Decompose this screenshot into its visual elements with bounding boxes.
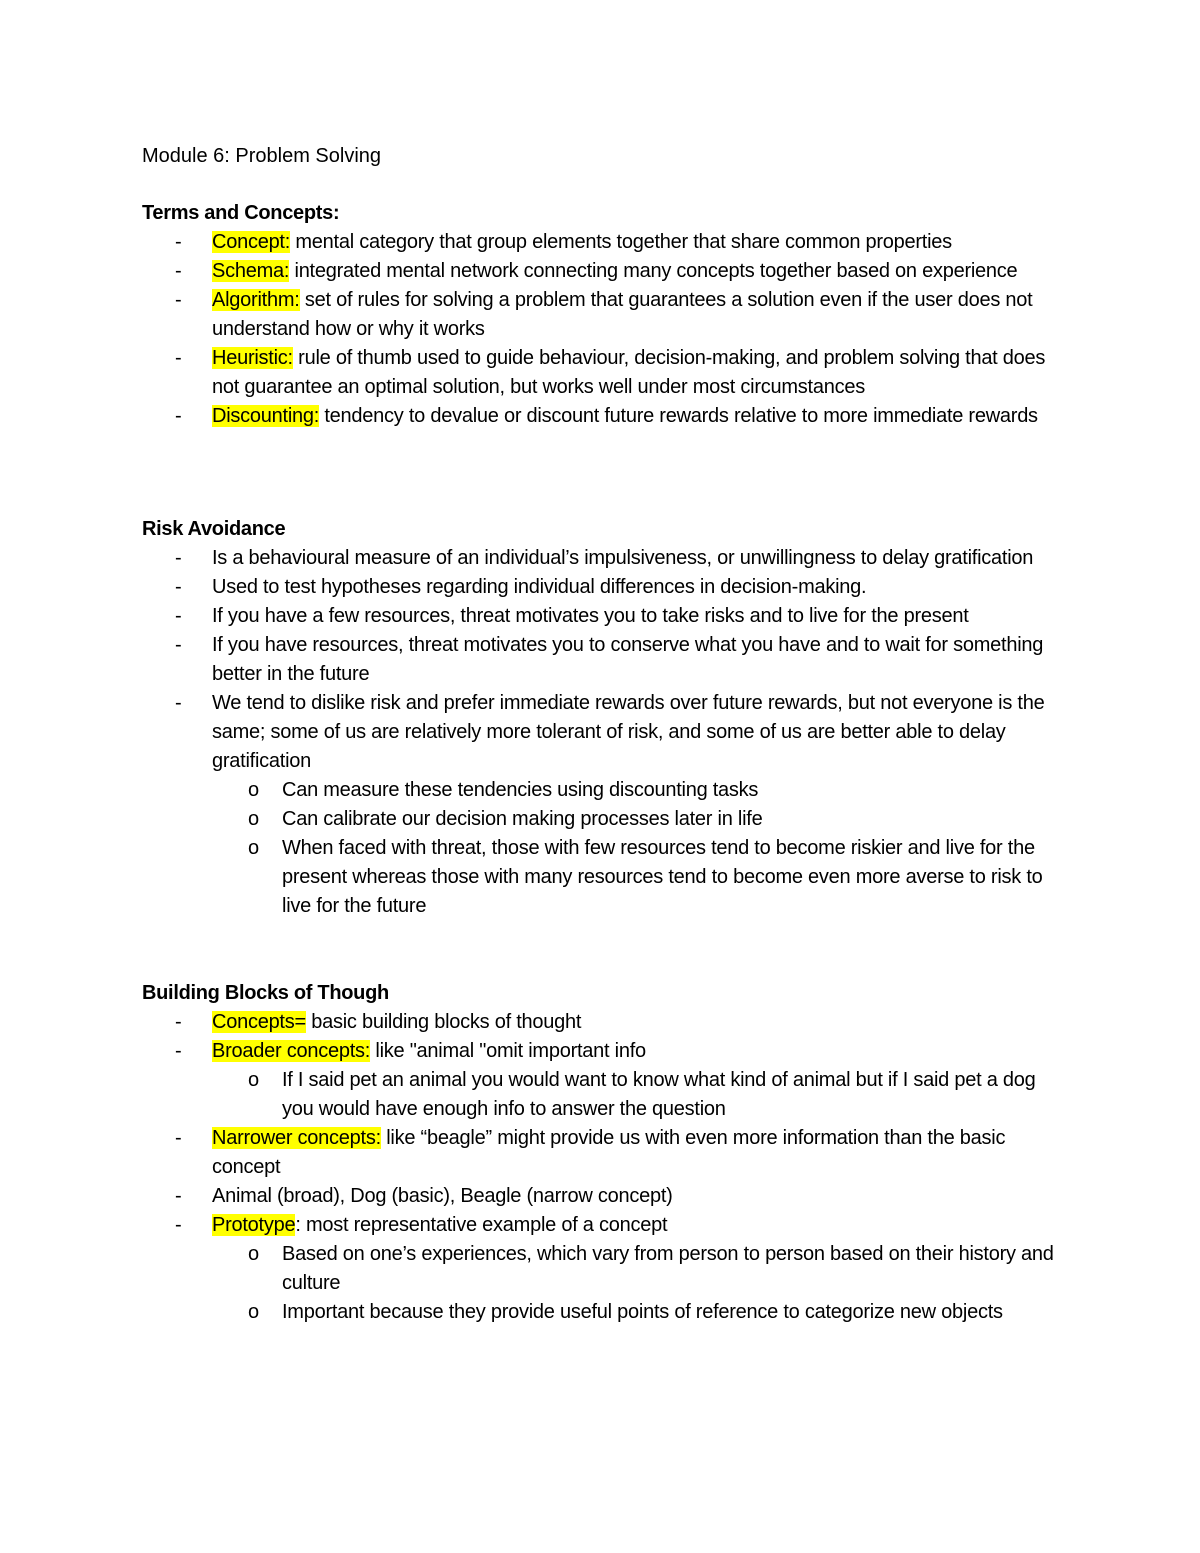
dash-marker: - <box>175 634 182 656</box>
list-item <box>142 1182 1072 1211</box>
item-text: If you have resources, threat motivates you to conserve what you have and to wait for something better in the future <box>212 634 1044 685</box>
circle-marker: o <box>248 1301 259 1323</box>
terms-heading: Terms and Concepts: <box>142 202 340 224</box>
definition-text: mental category that group elements together that share common properties <box>290 231 952 253</box>
definition-text: set of rules for solving a problem that guarantees a solution even if the user does not understand how or why it works <box>212 289 1033 340</box>
item-text: Animal (broad), Dog (basic), Beagle (narrow concept) <box>212 1185 673 1207</box>
sub-list-item <box>212 805 1072 834</box>
list-item <box>142 1211 1072 1327</box>
dash-marker: - <box>175 289 182 311</box>
dash-marker: - <box>175 347 182 369</box>
terms-list <box>142 228 1072 431</box>
definition-text: basic building blocks of thought <box>305 1011 582 1033</box>
circle-marker: o <box>248 837 259 859</box>
item-text: Is a behavioural measure of an individual’s impulsiveness, or unwillingness to delay gratification <box>212 547 1034 569</box>
terms-section <box>142 199 1072 431</box>
term-algorithm: Algorithm: <box>212 289 300 311</box>
blocks-heading: Building Blocks of Though <box>142 982 389 1004</box>
item-text: If I said pet an animal you would want to know what kind of animal but if I said pet a dog you would have enough info to answer the question <box>282 1069 1036 1120</box>
item-text: When faced with threat, those with few resources tend to become riskier and live for the present whereas those with many resources tend to become even more averse to risk to live for the future <box>282 837 1043 917</box>
definition-text: : most representative example of a concept <box>295 1214 668 1236</box>
sub-list-item <box>212 1240 1072 1298</box>
list-item <box>142 573 1072 602</box>
risk-sublist <box>212 776 1072 921</box>
dash-marker: - <box>175 1185 182 1207</box>
definition-text: like "animal "omit important info <box>370 1040 646 1062</box>
item-text: Can calibrate our decision making processes later in life <box>282 808 763 830</box>
dash-marker: - <box>175 1214 182 1236</box>
circle-marker: o <box>248 1243 259 1265</box>
item-text: Based on one’s experiences, which vary from person to person based on their history and culture <box>282 1243 1054 1294</box>
dash-marker: - <box>175 1127 182 1149</box>
list-item <box>142 602 1072 631</box>
circle-marker: o <box>248 779 259 801</box>
list-item <box>142 631 1072 689</box>
list-item <box>142 544 1072 573</box>
term-concepts: Concepts= <box>212 1011 306 1033</box>
dash-marker: - <box>175 1011 182 1033</box>
risk-heading: Risk Avoidance <box>142 518 286 540</box>
definition-text: integrated mental network connecting many concepts together based on experience <box>289 260 1018 282</box>
sub-list-item <box>212 834 1072 921</box>
broader-sublist <box>212 1066 1072 1124</box>
sub-list-item <box>212 776 1072 805</box>
dash-marker: - <box>175 692 182 714</box>
blocks-section <box>142 979 1072 1327</box>
term-broader-concepts: Broader concepts: <box>212 1040 371 1062</box>
definition-text: rule of thumb used to guide behaviour, decision-making, and problem solving that does not guarantee an optimal solution, but works well under most circumstances <box>212 347 1046 398</box>
term-heuristic: Heuristic: <box>212 347 293 369</box>
circle-marker: o <box>248 808 259 830</box>
item-text: If you have a few resources, threat motivates you to take risks and to live for the present <box>212 605 969 627</box>
term-prototype: Prototype <box>212 1214 296 1236</box>
prototype-sublist <box>212 1240 1072 1327</box>
list-item <box>142 402 1072 431</box>
list-item <box>142 1124 1072 1182</box>
item-text: Important because they provide useful points of reference to categorize new objects <box>282 1301 1003 1323</box>
list-item <box>142 1008 1072 1037</box>
list-item <box>142 228 1072 257</box>
list-item <box>142 257 1072 286</box>
dash-marker: - <box>175 1040 182 1062</box>
dash-marker: - <box>175 576 182 598</box>
sub-list-item <box>212 1066 1072 1124</box>
term-schema: Schema: <box>212 260 290 282</box>
item-text: We tend to dislike risk and prefer immediate rewards over future rewards, but not everyone is the same; some of us are relatively more tolerant of risk, and some of us are better able to delay gratification <box>212 692 1045 772</box>
term-discounting: Discounting: <box>212 405 320 427</box>
list-item <box>142 689 1072 921</box>
dash-marker: - <box>175 231 182 253</box>
risk-section <box>142 515 1072 921</box>
sub-list-item <box>212 1298 1072 1327</box>
list-item <box>142 286 1072 344</box>
blocks-list <box>142 1008 1072 1327</box>
item-text: Can measure these tendencies using discounting tasks <box>282 779 759 801</box>
term-concept: Concept: <box>212 231 291 253</box>
item-text: Used to test hypotheses regarding individual differences in decision-making. <box>212 576 867 598</box>
risk-list <box>142 544 1072 921</box>
dash-marker: - <box>175 605 182 627</box>
definition-text: tendency to devalue or discount future rewards relative to more immediate rewards <box>319 405 1038 427</box>
dash-marker: - <box>175 547 182 569</box>
list-item <box>142 344 1072 402</box>
dash-marker: - <box>175 260 182 282</box>
circle-marker: o <box>248 1069 259 1091</box>
page-title: Module 6: Problem Solving <box>142 145 382 167</box>
definition-text: like “beagle” might provide us with even more information than the basic concept <box>212 1127 1006 1178</box>
dash-marker: - <box>175 405 182 427</box>
list-item <box>142 1037 1072 1124</box>
term-narrower-concepts: Narrower concepts: <box>212 1127 381 1149</box>
